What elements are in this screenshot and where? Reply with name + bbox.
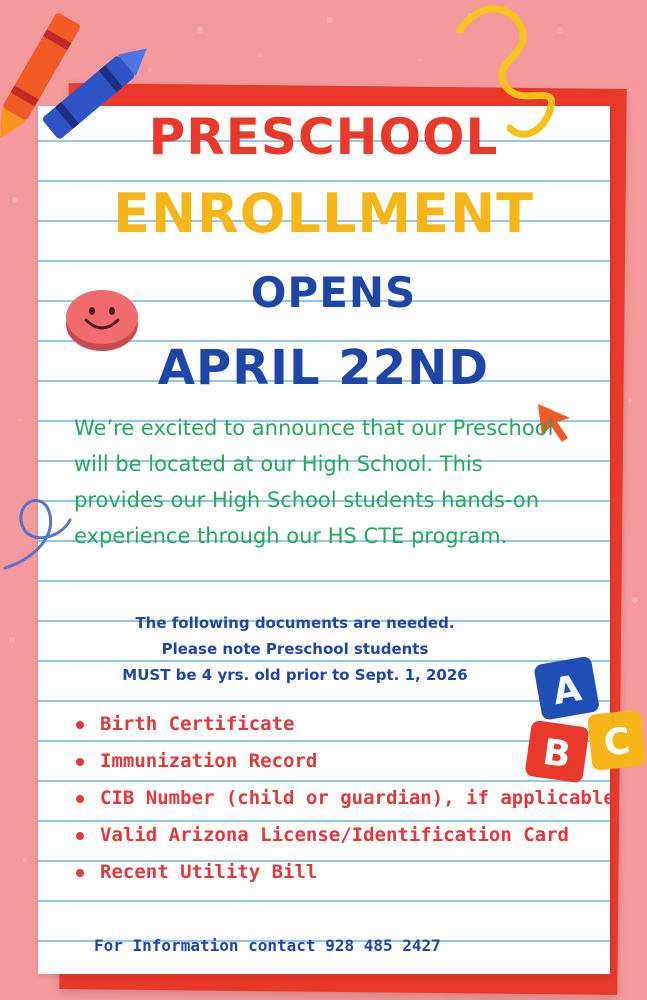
heading-opens: OPENS	[250, 268, 417, 317]
list-item: Recent Utility Bill	[76, 856, 616, 889]
documents-note-line-1: The following documents are needed.	[135, 614, 455, 632]
block-b-letter: B	[540, 731, 574, 777]
heading-date: APRIL 22ND	[157, 340, 490, 396]
documents-note-line-3: MUST be 4 yrs. old prior to Sept. 1, 2026	[122, 666, 468, 684]
heading-preschool: PRESCHOOL	[148, 108, 499, 166]
list-item: Birth Certificate	[76, 708, 616, 741]
intro-paragraph: We’re excited to announce that our Preschool will be located at our High School. This provides our High School students hands-on experience through our HS CTE program.	[74, 416, 554, 548]
documents-note-line-2: Please note Preschool students	[161, 640, 429, 658]
block-c-letter: C	[601, 720, 633, 765]
list-item: CIB Number (child or guardian), if applicable	[76, 782, 616, 815]
block-a-letter: A	[549, 668, 585, 714]
documents-note	[70, 610, 520, 688]
list-item: Valid Arizona License/Identification Card	[76, 819, 616, 852]
heading-enrollment: ENROLLMENT	[112, 182, 535, 245]
contact-info: For Information contact 928 485 2427	[94, 936, 441, 955]
list-item: Immunization Record	[76, 745, 616, 778]
requirements-list	[76, 708, 616, 893]
blue-loop-icon	[0, 480, 80, 580]
